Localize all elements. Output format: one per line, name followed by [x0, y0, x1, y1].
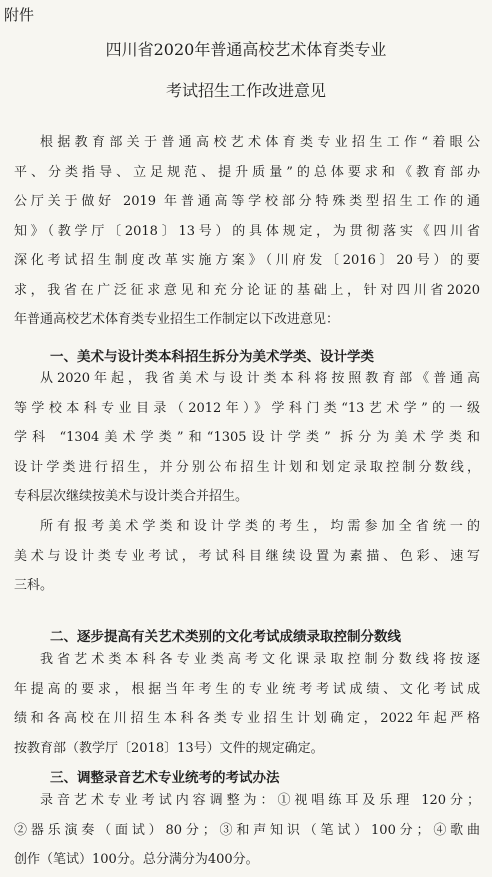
section-1-line: 学科 “1304美术学类”和“1305设计学类” 拆分为美术学类和 [14, 430, 480, 445]
section-1-heading: 一、美术与设计类本科招生拆分为美术学类、设计学类 [50, 349, 374, 365]
section-3-line: ②器乐演奏（面试）80分；③和声知识（笔试）100分；④歌曲 [14, 822, 480, 838]
section-2-paragraph [14, 645, 480, 763]
section-1-paragraph-1 [14, 364, 480, 512]
intro-line: 知》（教学厅〔2018〕13号）的具体规定，为贯彻落实《四川省 [14, 223, 480, 239]
section-3-paragraph [14, 786, 480, 875]
intro-line: 平、分类指导、立足规范、提升质量”的总体要求和《教育部办 [14, 164, 480, 180]
section-1-line: 从2020年起，我省美术与设计类本科将按照教育部《普通高 [40, 371, 480, 386]
intro-line: 公厅关于做好 2019 年普通高等学校部分特殊类型招生工作的通 [14, 194, 480, 209]
document-title-line-1: 四川省2020年普通高校艺术体育类专业 [105, 40, 387, 59]
section-2-line: 年提高的要求，根据当年考生的专业统考考试成绩、文化考试成 [14, 681, 480, 697]
intro-line: 根据教育部关于普通高校艺术体育类专业招生工作“着眼公 [40, 135, 480, 150]
section-1-line: 三科。 [14, 578, 54, 593]
intro-line: 求，我省在广泛征求意见和充分论证的基础上，针对四川省2020 [14, 282, 480, 298]
section-3-heading: 三、调整录音艺术专业统考的考试办法 [50, 770, 280, 786]
attachment-label: 附件 [4, 6, 35, 24]
section-2-line: 按教育部（教学厅〔2018〕13号）文件的规定确定。 [14, 740, 324, 756]
section-2-heading: 二、逐步提高有关艺术类别的文化考试成绩录取控制分数线 [50, 629, 401, 645]
section-1-line: 美术与设计类专业考试，考试科目继续设置为素描、色彩、速写 [14, 548, 480, 564]
section-1-line: 专科层次继续按美术与设计类合并招生。 [14, 489, 249, 504]
intro-line: 深化考试招生制度改革实施方案》（川府发〔2016〕20号）的要 [14, 253, 480, 268]
section-2-line: 绩和各高校在川招生本科各类专业招生计划确定，2022年起严格 [14, 711, 480, 726]
section-1-line: 等学校本科专业目录（2012年）》学科门类“13艺术学”的一级 [14, 400, 480, 416]
section-1-line: 设计学类进行招生，并分别公布招生计划和划定录取控制分数线， [14, 459, 480, 475]
section-3-line: 创作（笔试）100分。总分满分为400分。 [14, 852, 259, 867]
intro-line: 年普通高校艺术体育类专业招生工作制定以下改进意见： [14, 312, 340, 327]
section-2-line: 我省艺术类本科各专业类高考文化课录取控制分数线将按逐 [40, 652, 480, 667]
section-1-line: 所有报考美术学类和设计学类的考生，均需参加全省统一的 [40, 519, 480, 534]
document-title-line-2: 考试招生工作改进意见 [165, 81, 326, 100]
intro-paragraph [14, 128, 480, 335]
section-1-paragraph-2 [14, 512, 480, 601]
section-3-line: 录音艺术专业考试内容调整为：①视唱练耳及乐理 120分； [40, 793, 480, 808]
